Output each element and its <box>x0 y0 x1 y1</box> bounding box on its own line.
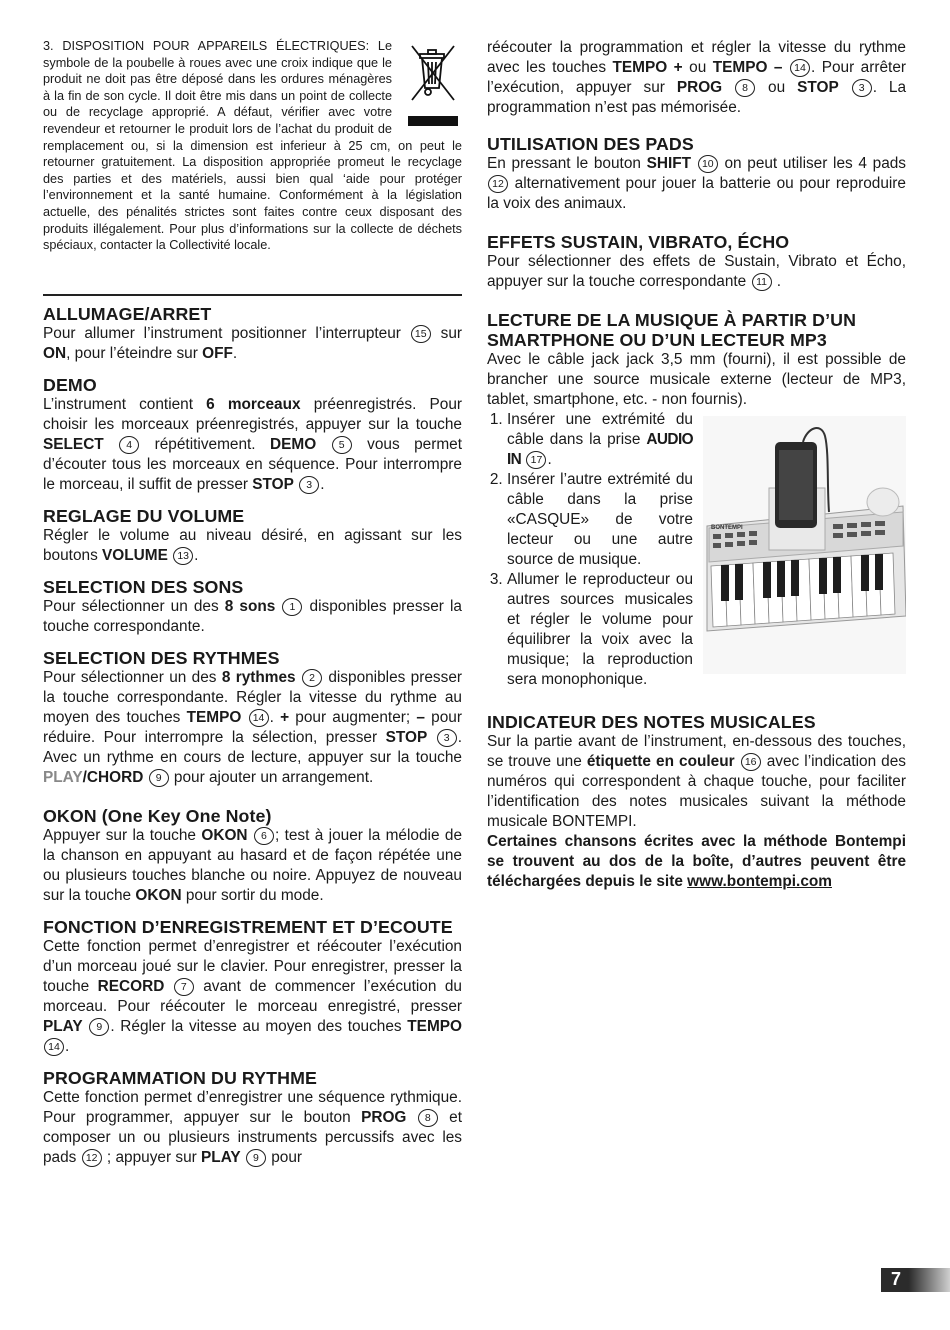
section-programmation-right <box>487 38 906 118</box>
section-rythmes <box>43 648 462 788</box>
callout-6: 6 <box>254 827 274 845</box>
section-indicateur <box>487 712 906 892</box>
lecture-step-2: 2. Insérer l’autre extrémité du câble dans la prise «CASQUE» de votre lecteur ou une autre source de musique. <box>507 470 906 570</box>
sons-text: Pour sélectionner un des 8 sons 1 disponibles presser la touche correspondante. <box>43 597 462 635</box>
disposal-notice <box>43 38 462 254</box>
callout-12: 12 <box>82 1149 102 1167</box>
effets-title: EFFETS SUSTAIN, VIBRATO, ÉCHO <box>487 232 790 252</box>
indicateur-text: Sur la partie avant de l’instrument, en-dessous des touches, se trouve une étiquette en couleur 16 avec l’indication des numéros qui correspondent à chaque touche, pour faciliter l’identification des notes musicales suivant la méthode musicale BONTEMPI. <box>487 733 906 830</box>
callout-14: 14 <box>249 709 269 727</box>
callout-2: 2 <box>302 669 322 687</box>
programmation-text-part1: Cette fonction permet d’enregistrer une séquence rythmique. Pour programmer, appuyer sur le bouton PROG 8 et composer un ou plusieurs instruments percussifs avec les pads 12 ; appuyer sur PLAY 9 pour <box>43 1088 462 1166</box>
callout-10: 10 <box>698 155 718 173</box>
callout-14: 14 <box>790 59 810 77</box>
callout-8: 8 <box>418 1109 438 1127</box>
callout-4: 4 <box>119 436 139 454</box>
left-column <box>43 38 462 1179</box>
callout-7: 7 <box>174 978 194 996</box>
callout-9: 9 <box>89 1018 109 1036</box>
enregistrement-text: Cette fonction permet d’enregistrer et réécouter l’exécution d’un morceau joué sur le clavier. Pour enregistrer, presser la touche RECORD 7 avant de commencer l’exécution du morceau. Pour réécouter le morceau enregistré, presser PLAY 9 . Régler la vitesse au moyen des touches TEMPO 14 . <box>43 937 463 1055</box>
callout-16: 16 <box>741 753 761 771</box>
section-sons <box>43 577 462 637</box>
programmation-title: PROGRAMMATION DU RYTHME <box>43 1067 317 1088</box>
section-effets <box>487 232 906 292</box>
lecture-step-1: 1. Insérer une extrémité du câble dans la prise AUDIO IN 17 . <box>507 410 906 470</box>
section-enregistrement <box>43 917 462 1057</box>
callout-9: 9 <box>246 1149 266 1167</box>
lecture-intro: Avec le câble jack jack 3,5 mm (fourni), il est possible de brancher une source musicale externe (lecteur de MP3, tablet, smartphone, etc. - non fournis). <box>487 351 906 408</box>
effets-text: Pour sélectionner des effets de Sustain, Vibrato et Écho, appuyer sur la touche correspondante 11 . <box>487 253 906 290</box>
indicateur-title: INDICATEUR DES NOTES MUSICALES <box>487 712 816 732</box>
section-demo <box>43 375 462 495</box>
indicateur-note: Certaines chansons écrites avec la méthode Bontempi se trouvent au dos de la boîte, d’autres peuvent être téléchargées depuis le site www.bontempi.com <box>487 833 906 890</box>
callout-12: 12 <box>488 175 508 193</box>
rythmes-text: Pour sélectionner un des 8 rythmes 2 disponibles presser la touche correspondante. Régler la vitesse du rythme au moyen des touches TEMPO 14 . + pour augmenter; – pour réduire. Pour interrompre la sélection, presser STOP 3 . Avec un rythme en cours de lecture, appuyer sur la touche PLAY/CHORD 9 pour ajouter un arrangement. <box>43 668 463 786</box>
demo-title: DEMO <box>43 374 97 395</box>
enregistrement-title: FONCTION D’ENREGISTREMENT ET D’ECOUTE <box>43 916 453 937</box>
callout-1: 1 <box>282 598 302 616</box>
lecture-title: LECTURE DE LA MUSIQUE À PARTIR D’UN SMARTPHONE OU D’UN LECTEUR MP3 <box>487 310 857 350</box>
callout-3: 3 <box>299 476 319 494</box>
callout-9: 9 <box>149 769 169 787</box>
okon-text: Appuyer sur la touche OKON 6 ; test à jouer la mélodie de la chanson en appuyant au hasard et de façon répétée une ou plusieurs touches blanche ou noire. Appuyez de nouveau sur la touche OKON pour sortir du mode. <box>43 826 462 904</box>
disposal-text: 3. DISPOSITION POUR APPAREILS ÉLECTRIQUES: Le symbole de la poubelle à roues avec une croix indique que le produit ne doit pas être déposé dans les ordures ménagères à la fin de son cycle. Il doit être mis dans un point de collecte ou de recyclage approprié. A défaut, vérifier avec votre revendeur et retourner le produit lors de l’achat du produit de remplacement ou, si la dimension est inferieur à 25 cm, on peut le retourner gratuitement. La disposition appropriée promeut le recyclage des parties et des matériels, aussi bien qual ‘aide pour protéger l’environnement et la santé humaine. Conformément à la législation actuelle, des pénalités strictes sont faites contre ceux disposant des produits illégalement. Pour plus d’informations sur la collecte de déchets spéciaux, contacter la Collectivité locale. <box>43 39 462 253</box>
keyboard-smartphone-photo <box>703 416 906 674</box>
bin-underline-bar <box>408 116 458 126</box>
callout-14: 14 <box>44 1038 64 1056</box>
rythmes-title: SELECTION DES RYTHMES <box>43 647 280 668</box>
crossed-bin-icon <box>404 40 462 130</box>
callout-15: 15 <box>411 325 431 343</box>
section-pads <box>487 134 906 214</box>
callout-8: 8 <box>735 79 755 97</box>
callout-17: 17 <box>526 451 546 469</box>
right-column <box>487 38 906 903</box>
volume-text: Régler le volume au niveau désiré, en agissant sur les boutons VOLUME 13 . <box>43 526 462 564</box>
keyboard-brand-label: BONTEMPI <box>711 525 743 531</box>
callout-11: 11 <box>752 273 772 291</box>
section-programmation-left <box>43 1068 462 1168</box>
callout-5: 5 <box>332 436 352 454</box>
pads-title: UTILISATION DES PADS <box>487 134 694 154</box>
page-number-tab <box>881 1268 950 1292</box>
lecture-step-3: 3. Allumer le reproducteur ou autres sources musicales et régler le volume pour équilibrer la voix avec la musique; la reproduction sera monophonique. <box>507 570 906 690</box>
section-lecture <box>487 310 906 690</box>
section-divider <box>43 294 462 296</box>
bontempi-website-link[interactable]: www.bontempi.com <box>687 873 832 890</box>
programmation-text-part2: réécouter la programmation et régler la vitesse du rythme avec les touches TEMPO + ou TEMPO – 14 . Pour arrêter l’exécution, appuyer sur PROG 8 ou STOP 3 . La programmation n’est pas mémorisée. <box>487 39 907 116</box>
sons-title: SELECTION DES SONS <box>43 576 244 597</box>
demo-text: L’instrument contient 6 morceaux préenregistrés. Pour choisir les morceaux préenregistrés, appuyer sur la touche SELECT 4 répétitivement. DEMO 5 vous permet d’écouter tous les morceaux en séquence. Pour interrompre le morceau, il suffit de presser STOP 3 . <box>43 395 463 493</box>
callout-3: 3 <box>437 729 457 747</box>
callout-13: 13 <box>173 547 193 565</box>
section-allumage <box>43 304 462 364</box>
volume-title: REGLAGE DU VOLUME <box>43 505 245 526</box>
section-volume <box>43 506 462 566</box>
okon-title: OKON (One Key One Note) <box>43 805 272 826</box>
page-number: 7 <box>891 1269 902 1289</box>
allumage-text: Pour allumer l’instrument positionner l’interrupteur 15 sur ON, pour l’éteindre sur OFF. <box>43 324 462 362</box>
callout-3: 3 <box>852 79 872 97</box>
pads-text: En pressant le bouton SHIFT 10 on peut utiliser les 4 pads 12 alternativement pour jouer la batterie ou pour reproduire la voix des animaux. <box>487 155 907 212</box>
lecture-body <box>487 410 906 690</box>
allumage-title: ALLUMAGE/ARRET <box>43 303 212 324</box>
section-okon <box>43 806 462 906</box>
